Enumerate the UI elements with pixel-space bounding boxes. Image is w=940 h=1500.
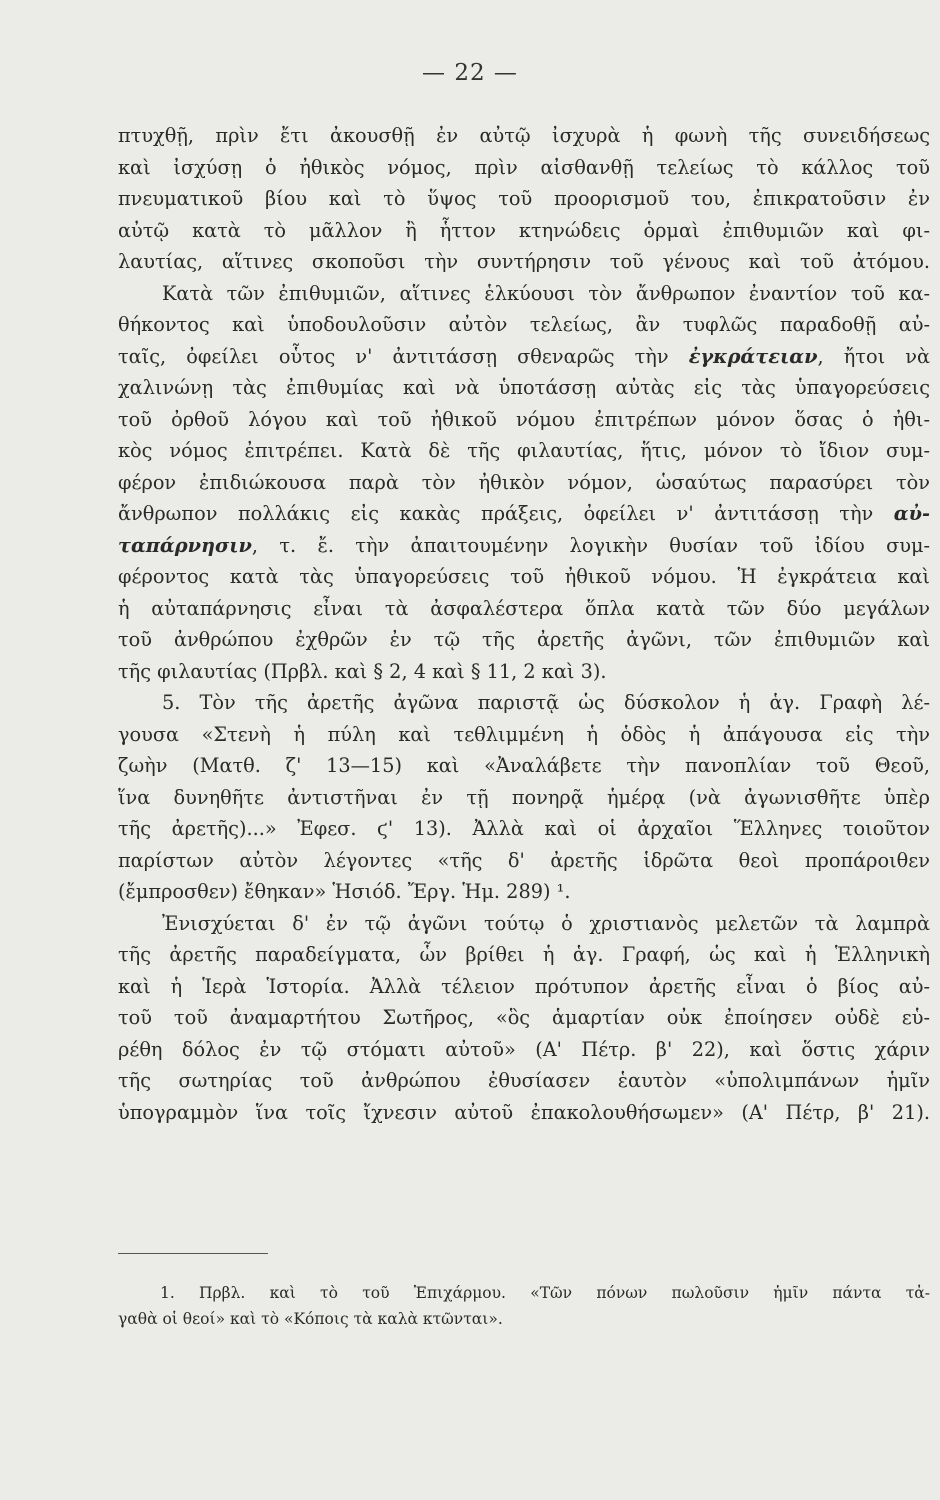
text-line: ἵνα δυνηθῆτε ἀντιστῆναι ἐν τῇ πονηρᾷ ἡμέρᾳ (νὰ ἀγωνισθῆτε ὑπὲρ [118, 785, 930, 809]
text-line: λαυτίας, αἵτινες σκοποῦσι τὴν συντήρησιν τοῦ γένους καὶ τοῦ ἀτόμου. [118, 250, 930, 273]
page-number: — 22 — [422, 60, 518, 86]
text-line: αὐτῷ κατὰ τὸ μᾶλλον ἢ ἧττον κτηνώδεις ὁρμαὶ ἐπιθυμιῶν καὶ φι- [118, 218, 930, 242]
text-line: τῆς ἀρετῆς)...» Ἐφεσ. ϛ' 13). Ἀλλὰ καὶ οἱ ἀρχαῖοι Ἕλληνες τοιοῦτον [118, 817, 930, 840]
text-line [118, 341, 930, 373]
text-line: ρέθη δόλος ἐν τῷ στόματι αὐτοῦ» (Α' Πέτρ. β' 22), καὶ ὅστις χάριν [118, 1037, 930, 1061]
text-line: ὑπογραμμὸν ἵνα τοῖς ἴχνεσιν αὐτοῦ ἐπακολουθήσωμεν» (Α' Πέτρ, β' 21). [118, 1100, 930, 1124]
text-line [118, 530, 930, 562]
emphasis-autaparnesis-end: ταπάρνησιν [118, 533, 252, 557]
text-line: καὶ ἰσχύσῃ ὁ ἠθικὸς νόμος, πρὶν αἰσθανθῇ τελείως τὸ κάλλος τοῦ [118, 155, 930, 179]
text-line: θήκοντος καὶ ὑποδουλοῦσιν αὐτὸν τελείως, ἂν τυφλῶς παραδοθῇ αὐ- [118, 313, 930, 336]
text-line: Κατὰ τῶν ἐπιθυμιῶν, αἵτινες ἑλκύουσι τὸν ἄνθρωπον ἐναντίον τοῦ κα- [162, 281, 930, 305]
text-line: τοῦ τοῦ ἀναμαρτήτου Σωτῆρος, «ὃς ἁμαρτίαν οὐκ ἐποίησεν οὐδὲ εὑ- [118, 1006, 930, 1029]
footnotes [118, 1280, 930, 1332]
footnote-line: γαθὰ οἱ θεοί» καὶ τὸ «Κόποις τὰ καλὰ κτῶνται». [118, 1310, 503, 1328]
emphasis-enkrateia: ἐγκράτειαν [688, 344, 818, 368]
text-segment: , ἤτοι νὰ [817, 344, 930, 368]
text-line: πνευματικοῦ βίου καὶ τὸ ὕψος τοῦ προορισμοῦ του, ἐπικρατοῦσιν ἐν [118, 187, 930, 210]
body-text [118, 120, 930, 1128]
text-line: φέρον ἐπιδιώκουσα παρὰ τὸν ἠθικὸν νόμον, ὡσαύτως παρασύρει τὸν [118, 470, 930, 494]
text-segment: ταῖς, ὀφείλει οὗτος ν' ἀντιτάσσῃ σθεναρῶς τὴν [118, 344, 689, 368]
text-line: τῆς ἀρετῆς παραδείγματα, ὧν βρίθει ἡ ἁγ. Γραφή, ὡς καὶ ἡ Ἑλληνικὴ [118, 943, 930, 966]
text-line: φέροντος κατὰ τὰς ὑπαγορεύσεις τοῦ ἠθικοῦ νόμου. Ἡ ἐγκράτεια καὶ [118, 565, 930, 588]
emphasis-autaparnesis-start: αὐ- [893, 502, 930, 525]
text-line: ζωὴν (Ματθ. ζ' 13—15) καὶ «Ἀναλάβετε τὴν πανοπλίαν τοῦ Θεοῦ, [118, 754, 930, 777]
text-line: τοῦ ἀνθρώπου ἐχθρῶν ἐν τῷ τῆς ἀρετῆς ἀγῶνι, τῶν ἐπιθυμιῶν καὶ [118, 628, 930, 651]
text-line: (ἔμπροσθεν) ἔθηκαν» Ἡσιόδ. Ἔργ. Ἡμ. 289) ¹. [118, 880, 571, 903]
text-line: γουσα «Στενὴ ἡ πύλη καὶ τεθλιμμένη ἡ ὁδὸς ἡ ἀπάγουσα εἰς τὴν [118, 722, 930, 746]
text-line [118, 498, 930, 530]
footnote-line: 1. Πρβλ. καὶ τὸ τοῦ Ἐπιχάρμου. «Τῶν πόνων πωλοῦσιν ἡμῖν πάντα τἀ- [160, 1284, 930, 1302]
text-line: καὶ ἡ Ἱερὰ Ἱστορία. Ἀλλὰ τέλειον πρότυπον ἀρετῆς εἶναι ὁ βίος αὐ- [118, 974, 930, 998]
text-line: τῆς σωτηρίας τοῦ ἀνθρώπου ἐθυσίασεν ἑαυτὸν «ὑπολιμπάνων ἡμῖν [118, 1069, 930, 1092]
text-line: 5. Τὸν τῆς ἀρετῆς ἀγῶνα παριστᾷ ὡς δύσκολον ἡ ἁγ. Γραφὴ λέ- [162, 691, 930, 714]
text-line: τῆς φιλαυτίας (Πρβλ. καὶ § 2, 4 καὶ § 11, 2 καὶ 3). [118, 659, 607, 683]
text-segment: , τ. ἔ. τὴν ἀπαιτουμένην λογικὴν θυσίαν τοῦ ἰδίου συμ- [251, 533, 930, 557]
text-line: κὸς νόμος ἐπιτρέπει. Κατὰ δὲ τῆς φιλαυτίας, ἥτις, μόνον τὸ ἴδιον συμ- [118, 439, 930, 462]
text-line: χαλινώνῃ τὰς ἐπιθυμίας καὶ νὰ ὑποτάσσῃ αὐτὰς εἰς τὰς ὑπαγορεύσεις [118, 376, 930, 399]
text-segment: ἄνθρωπον πολλάκις εἰς κακὰς πράξεις, ὀφείλει ν' ἀντιτάσσῃ τὴν [118, 502, 894, 525]
footnote-divider [118, 1253, 268, 1254]
text-line: ἡ αὐταπάρνησις εἶναι τὰ ἀσφαλέστερα ὅπλα κατὰ τῶν δύο μεγάλων [118, 596, 930, 620]
text-line: τοῦ ὀρθοῦ λόγου καὶ τοῦ ἠθικοῦ νόμου ἐπιτρέπων μόνον ὅσας ὁ ἠθι- [118, 407, 930, 431]
text-line: Ἐνισχύεται δ' ἐν τῷ ἀγῶνι τούτῳ ὁ χριστιανὸς μελετῶν τὰ λαμπρὰ [162, 911, 930, 935]
text-line: πτυχθῇ, πρὶν ἔτι ἀκουσθῇ ἐν αὐτῷ ἰσχυρὰ ἡ φωνὴ τῆς συνειδήσεως [118, 124, 930, 147]
text-line: παρίστων αὐτὸν λέγοντες «τῆς δ' ἀρετῆς ἱδρῶτα θεοὶ προπάροιθεν [118, 848, 930, 872]
